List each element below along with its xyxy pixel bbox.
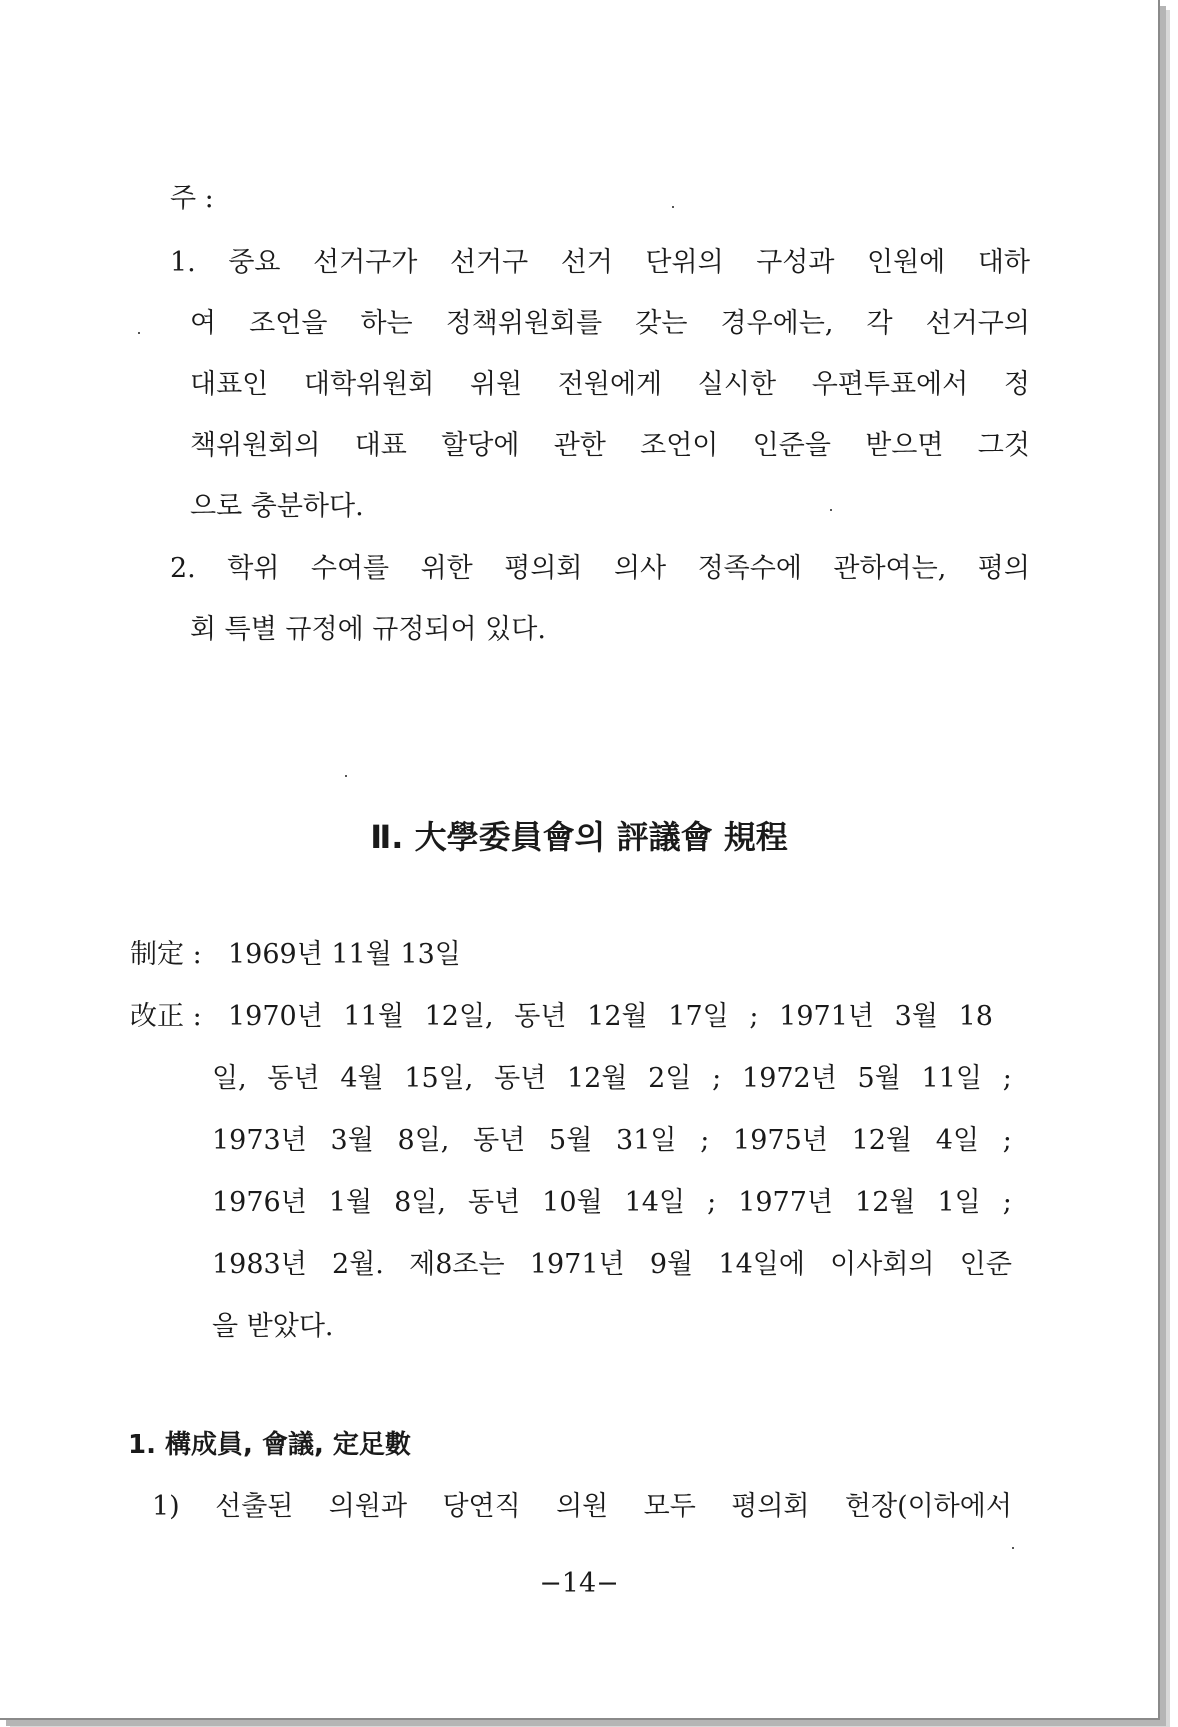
word: 4일 xyxy=(935,1125,980,1156)
scan-speck xyxy=(345,775,347,777)
word: 일, xyxy=(212,1063,247,1094)
word: 2. xyxy=(170,553,196,584)
word: 제8조는 xyxy=(409,1249,505,1280)
word: ; xyxy=(1002,1063,1012,1094)
word: 동년 xyxy=(267,1063,320,1094)
word: 2일 xyxy=(648,1063,692,1094)
note-2-line-1 xyxy=(170,552,1030,586)
word: 의원 xyxy=(556,1491,609,1522)
word: 평의회 xyxy=(731,1491,810,1522)
word: 선거구 xyxy=(449,247,529,278)
word: 1977년 xyxy=(738,1187,833,1218)
notes-label: 주 : xyxy=(170,183,214,214)
note-1-line-4 xyxy=(190,429,1030,463)
word: 5월 xyxy=(857,1063,901,1094)
word: ; xyxy=(1002,1187,1012,1218)
amended-line-3 xyxy=(212,1124,1012,1158)
page-number: −14− xyxy=(539,1568,619,1599)
word: 12월 xyxy=(855,1187,916,1218)
word: 각 xyxy=(866,308,893,339)
word: 12월 xyxy=(587,1001,648,1032)
word: 우편투표에서 xyxy=(811,369,969,400)
note-1-line-2 xyxy=(190,307,1030,341)
word: 선출된 xyxy=(215,1491,294,1522)
word: 8일, xyxy=(394,1187,446,1218)
word: 하는 xyxy=(360,308,413,339)
word: 정책위원회를 xyxy=(445,308,603,339)
word: 9월 xyxy=(649,1249,694,1280)
word: 할당에 xyxy=(441,430,520,461)
amended-label: 改正 : xyxy=(130,1001,202,1032)
word: 1월 xyxy=(328,1187,373,1218)
word: 1일 xyxy=(937,1187,981,1218)
word: 여 xyxy=(190,308,217,339)
scan-speck xyxy=(830,509,832,511)
word: 1975년 xyxy=(733,1125,828,1156)
word: 12월 xyxy=(851,1125,913,1156)
word: 위원 xyxy=(469,369,523,400)
word: 수여를 xyxy=(310,553,390,584)
word: 인준을 xyxy=(752,430,831,461)
word: 1971년 xyxy=(529,1249,625,1280)
word: 평의회 xyxy=(504,553,583,584)
enacted-text: 1969년 11월 13일 xyxy=(228,939,461,970)
word: 의사 xyxy=(613,553,667,584)
word: 인준 xyxy=(959,1249,1012,1280)
word: 정 xyxy=(1003,369,1030,400)
word: 1972년 xyxy=(742,1063,837,1094)
word: 대하 xyxy=(977,247,1030,278)
word: 1976년 xyxy=(212,1187,307,1218)
word: 선거구의 xyxy=(925,308,1030,339)
word: ; xyxy=(749,1001,759,1032)
word: 단위의 xyxy=(645,247,724,278)
scan-speck xyxy=(1012,1547,1014,1549)
word: 조언을 xyxy=(249,308,328,339)
word: 중요 xyxy=(228,247,281,278)
word: 17일 xyxy=(668,1001,729,1032)
word: 대학위원회 xyxy=(303,369,435,400)
word: 3월 xyxy=(330,1125,374,1156)
word: 구성과 xyxy=(756,247,835,278)
word: 12일, xyxy=(424,1001,494,1032)
word: 관하여는, xyxy=(833,553,947,584)
word: 1983년 xyxy=(212,1249,307,1280)
word: 31일 xyxy=(616,1125,677,1156)
amended-line-5 xyxy=(212,1248,1012,1282)
word: 15일, xyxy=(404,1063,474,1094)
enacted-label: 制定 : xyxy=(130,939,202,970)
word: 당연직 xyxy=(442,1491,521,1522)
word: 4월 xyxy=(340,1063,384,1094)
word: 8일, xyxy=(397,1125,450,1156)
word: 평의 xyxy=(977,553,1030,584)
word: 받으면 xyxy=(865,430,944,461)
word: 정족수에 xyxy=(697,553,802,584)
amended-line-1 xyxy=(228,1000,993,1034)
word: 인원에 xyxy=(867,247,946,278)
subsection-heading: 1. 構成員, 會議, 定足數 xyxy=(128,1430,411,1460)
word: 대표 xyxy=(354,430,407,461)
word: 실시한 xyxy=(697,369,777,400)
note-1-line-1 xyxy=(170,246,1030,280)
word: 모두 xyxy=(643,1491,696,1522)
note-1-line-5: 으로 충분하다. xyxy=(190,491,364,522)
word: 동년 xyxy=(514,1001,567,1032)
word: 1. xyxy=(170,247,196,278)
word: 위한 xyxy=(420,553,473,584)
word: 동년 xyxy=(467,1187,521,1218)
word: 1970년 xyxy=(228,1001,323,1032)
word: ; xyxy=(1002,1125,1012,1156)
word: 대표인 xyxy=(190,369,269,400)
word: 12월 xyxy=(566,1063,628,1094)
word: 경우에는, xyxy=(720,308,834,339)
word: 관한 xyxy=(553,430,606,461)
word: 동년 xyxy=(473,1125,526,1156)
word: 학위 xyxy=(227,553,280,584)
word: 1) xyxy=(152,1491,180,1522)
amended-line-6: 을 받았다. xyxy=(212,1311,334,1342)
scan-speck xyxy=(138,332,140,334)
word: ; xyxy=(707,1187,717,1218)
word: 전원에게 xyxy=(557,369,663,400)
word: 1973년 xyxy=(212,1125,307,1156)
note-2-line-2: 회 특별 규정에 규정되어 있다. xyxy=(190,614,546,645)
word: 5월 xyxy=(549,1125,593,1156)
word: 책위원회의 xyxy=(190,430,321,461)
word: 갖는 xyxy=(635,308,688,339)
note-1-line-3 xyxy=(190,368,1030,402)
word: 헌장(이하에서 xyxy=(844,1491,1012,1522)
word: 선거 xyxy=(560,247,613,278)
word: 선거구가 xyxy=(313,247,418,278)
item-1-line xyxy=(152,1490,1012,1524)
word: 이사회의 xyxy=(830,1249,935,1280)
word: 2월. xyxy=(332,1249,384,1280)
word: 11월 xyxy=(343,1001,404,1032)
amended-line-4 xyxy=(212,1186,1012,1220)
word: 1971년 xyxy=(779,1001,874,1032)
word: 11일 xyxy=(921,1063,982,1094)
word: 14일 xyxy=(624,1187,686,1218)
amended-line-2 xyxy=(212,1062,1012,1096)
word: 그것 xyxy=(977,430,1030,461)
word: 동년 xyxy=(494,1063,547,1094)
scan-speck xyxy=(672,206,674,208)
section-heading: Ⅱ. 大學委員會의 評議會 規程 xyxy=(370,818,788,856)
word: 10월 xyxy=(542,1187,603,1218)
word: ; xyxy=(712,1063,722,1094)
word: 의원과 xyxy=(328,1491,408,1522)
word: 18 xyxy=(958,1001,993,1032)
word: 조언이 xyxy=(640,430,719,461)
word: 3월 xyxy=(894,1001,938,1032)
word: ; xyxy=(700,1125,710,1156)
word: 14일에 xyxy=(718,1249,805,1280)
